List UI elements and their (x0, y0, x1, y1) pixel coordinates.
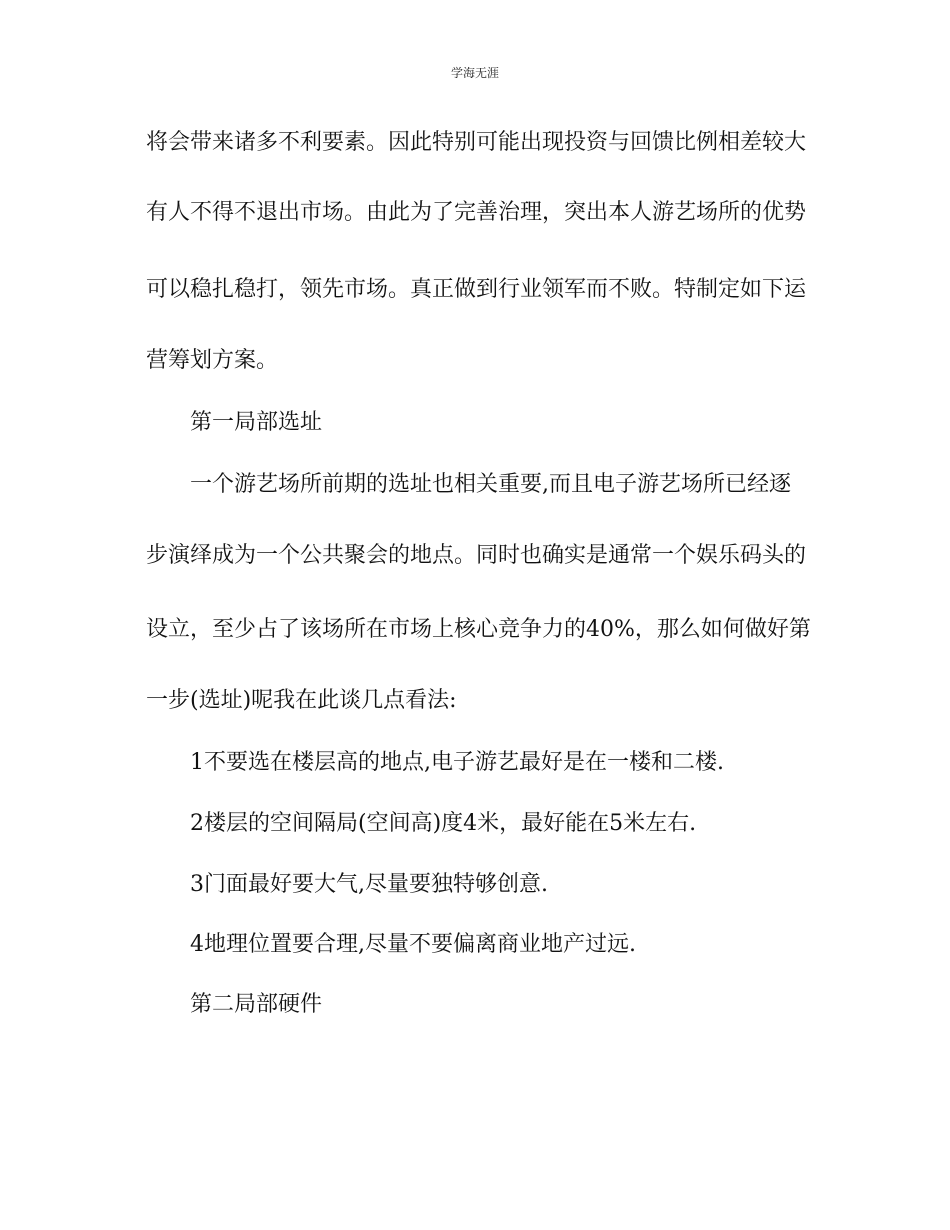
body-text-line: 有人不得不退出市场。由此为了完善治理，突出本人游艺场所的优势 (146, 200, 807, 225)
list-item: 2楼层的空间隔局(空间高)度4米，最好能在5米左右. (190, 811, 697, 836)
body-text-line: 可以稳扎稳打，领先市场。真正做到行业领军而不败。特制定如下运 (146, 277, 807, 302)
page-header: 学海无涯 (450, 66, 499, 80)
list-item: 3门面最好要大气,尽量要独特够创意. (190, 872, 548, 897)
body-text-line: 一个游艺场所前期的选址也相关重要,而且电子游艺场所已经逐 (190, 472, 791, 497)
list-item: 4地理位置要合理,尽量不要偏离商业地产过远. (190, 932, 636, 957)
body-text-line: 设立，至少占了该场所在市场上核心竞争力的40%，那么如何做好第 (146, 617, 811, 642)
body-text-line: 步演绎成为一个公共聚会的地点。同时也确实是通常一个娱乐码头的 (146, 543, 807, 568)
list-item: 1不要选在楼层高的地点,电子游艺最好是在一楼和二楼. (190, 750, 724, 775)
body-text-line: 将会带来诸多不利要素。因此特别可能出现投资与回馈比例相差较大 (146, 130, 807, 155)
section-heading: 第一局部选址 (190, 410, 323, 435)
body-text-line: 一步(选址)呢我在此谈几点看法: (146, 688, 457, 713)
body-text-line: 营筹划方案。 (146, 348, 279, 373)
section-heading: 第二局部硬件 (190, 992, 323, 1017)
